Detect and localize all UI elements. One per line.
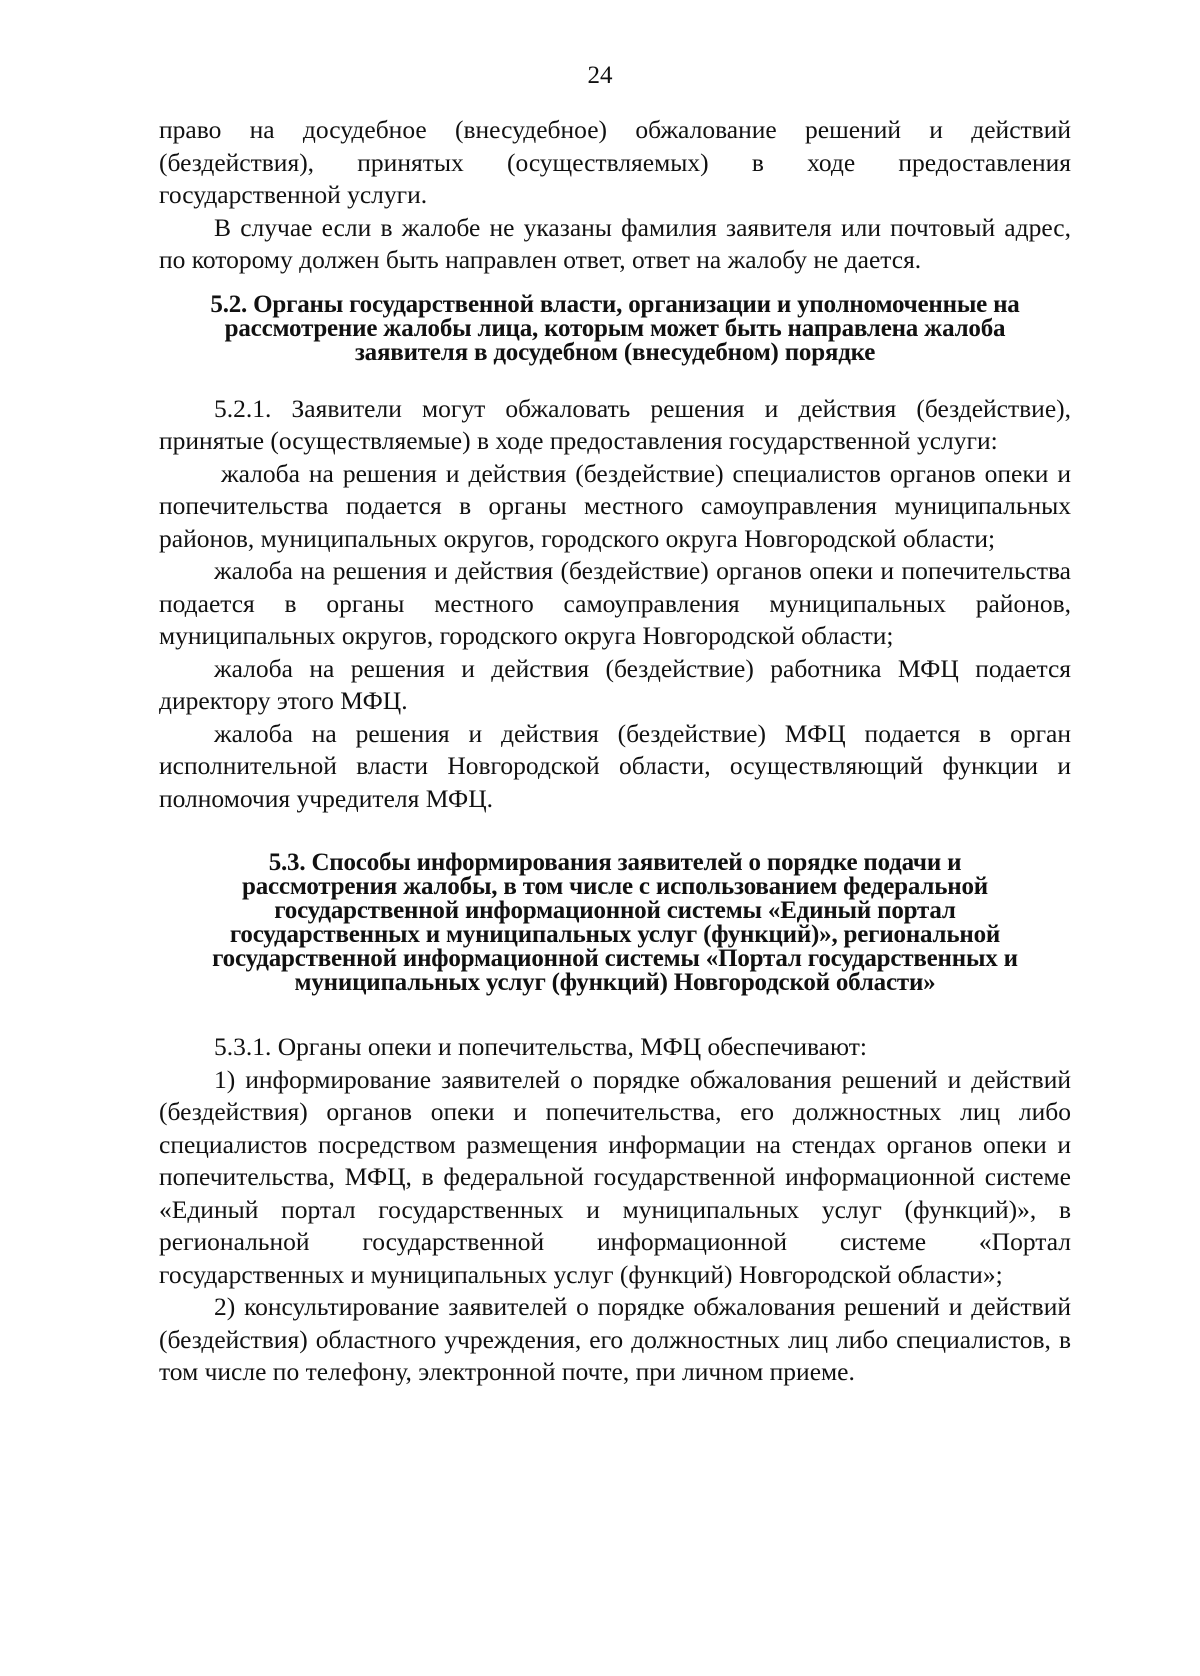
paragraph-complaint-specialists: жалоба на решения и действия (бездействие) специалистов органов опеки и попечительства подается в органы местного самоуправления муниципальных районов, муниципальных округов, городского округа Новгородской области;	[159, 458, 1071, 553]
paragraph-5-3-1-item-2: 2) консультирование заявителей о порядке обжалования решений и действий (бездействия) областного учреждения, его должностных лиц либо специалистов, в том числе по телефону, электронной почте, при личном приеме.	[159, 1292, 1071, 1386]
paragraph-complaint-mfc: жалоба на решения и действия (бездействие) МФЦ подается в орган исполнительной власти Новгородской области, осуществляющий функции и полномочия учредителя МФЦ.	[159, 718, 1071, 813]
paragraph-complaint-mfc-employee: жалоба на решения и действия (бездействие) работника МФЦ подается директору этого МФЦ.	[159, 653, 1071, 715]
paragraph-5-3-1: 5.3.1. Органы опеки и попечительства, МФЦ обеспечивают:	[214, 1032, 867, 1061]
paragraph-5-2-1: 5.2.1. Заявители могут обжаловать решения и действия (бездействие), принятые (осуществляемые) в ходе предоставления государственной услуги:	[159, 393, 1071, 455]
paragraph-continuation: право на досудебное (внесудебное) обжалование решений и действий (бездействия), принятых (осуществляемых) в ходе предоставления государственной услуги.	[159, 115, 1071, 209]
paragraph-complaint-guardianship-bodies: жалоба на решения и действия (бездействие) органов опеки и попечительства подается в органы местного самоуправления муниципальных районов, муниципальных округов, городского округа Новгородской области;	[159, 556, 1071, 650]
paragraph-5-3-1-item-1: 1) информирование заявителей о порядке обжалования решений и действий (бездействия) органов опеки и попечительства, его должностных лиц либо специалистов посредством размещения информации на стендах органов опеки и попечительства, МФЦ, в федеральной государственной информационной системе «Единый портал государственных и муниципальных услуг (функций)», в региональной государственной информационной системе «Портал государственных и муниципальных услуг (функций) Новгородской области»;	[159, 1064, 1071, 1289]
page-number: 24	[587, 62, 613, 89]
paragraph-no-surname-rule: В случае если в жалобе не указаны фамилия заявителя или почтовый адрес, по которому должен быть направлен ответ, ответ на жалобу не дается.	[159, 212, 1071, 274]
page-content	[159, 114, 1071, 1389]
section-heading-5-2: 5.2. Органы государственной власти, организации и уполномоченные на рассмотрение жалобы лица, которым может быть направлена жалоба заявителя в досудебном (внесудебном) порядке	[210, 290, 1020, 366]
section-heading-5-3: 5.3. Способы информирования заявителей о порядке подачи и рассмотрения жалобы, в том числе с использованием федеральной государственной информационной системы «Единый портал государственных и муниципальных услуг (функций)», региональной государственной информационной системы «Портал государственных и муниципальных услуг (функций) Новгородской области»	[212, 849, 1018, 996]
